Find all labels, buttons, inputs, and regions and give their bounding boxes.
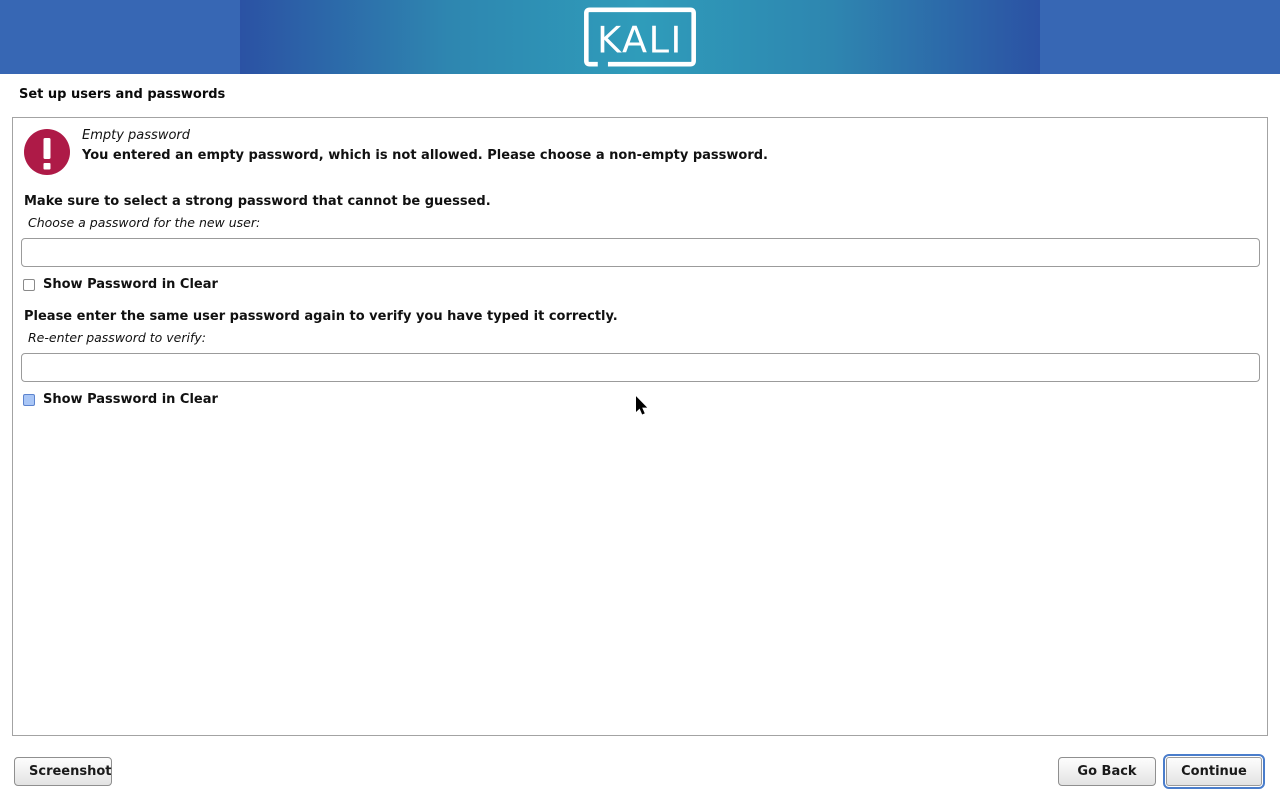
show-password-checkbox-label: Show Password in Clear bbox=[43, 277, 218, 292]
verify-instruction: Please enter the same user password again to verify you have typed it correctly. bbox=[24, 309, 618, 324]
continue-button[interactable]: Continue bbox=[1166, 757, 1262, 786]
banner-center-image bbox=[240, 0, 1040, 74]
kali-logo-text: KALI bbox=[597, 18, 683, 62]
show-password-verify-checkbox-label: Show Password in Clear bbox=[43, 392, 218, 407]
banner-left-fill bbox=[0, 0, 240, 74]
verify-field-label: Re-enter password to verify: bbox=[28, 330, 206, 345]
page-title: Set up users and passwords bbox=[19, 87, 226, 102]
screenshot-button[interactable]: Screenshot bbox=[14, 757, 112, 786]
continue-button-focus-ring bbox=[1163, 754, 1265, 789]
error-title: Empty password bbox=[82, 128, 190, 143]
show-password-verify-checkbox-row[interactable] bbox=[23, 392, 218, 407]
verify-password-input[interactable] bbox=[21, 353, 1260, 382]
content-panel bbox=[12, 117, 1268, 736]
mouse-cursor-icon bbox=[636, 396, 650, 416]
error-message: You entered an empty password, which is not allowed. Please choose a non-empty password. bbox=[82, 148, 768, 163]
password-field-label: Choose a password for the new user: bbox=[28, 215, 261, 230]
go-back-button[interactable]: Go Back bbox=[1058, 757, 1156, 786]
kali-logo-icon bbox=[582, 7, 698, 67]
password-instruction: Make sure to select a strong password that cannot be guessed. bbox=[24, 194, 491, 209]
password-input[interactable] bbox=[21, 238, 1260, 267]
installer-banner bbox=[0, 0, 1280, 74]
show-password-verify-checkbox[interactable] bbox=[23, 394, 35, 406]
show-password-checkbox-row[interactable] bbox=[23, 277, 218, 292]
error-exclamation-icon bbox=[24, 129, 70, 175]
banner-right-fill bbox=[1040, 0, 1280, 74]
show-password-checkbox[interactable] bbox=[23, 279, 35, 291]
